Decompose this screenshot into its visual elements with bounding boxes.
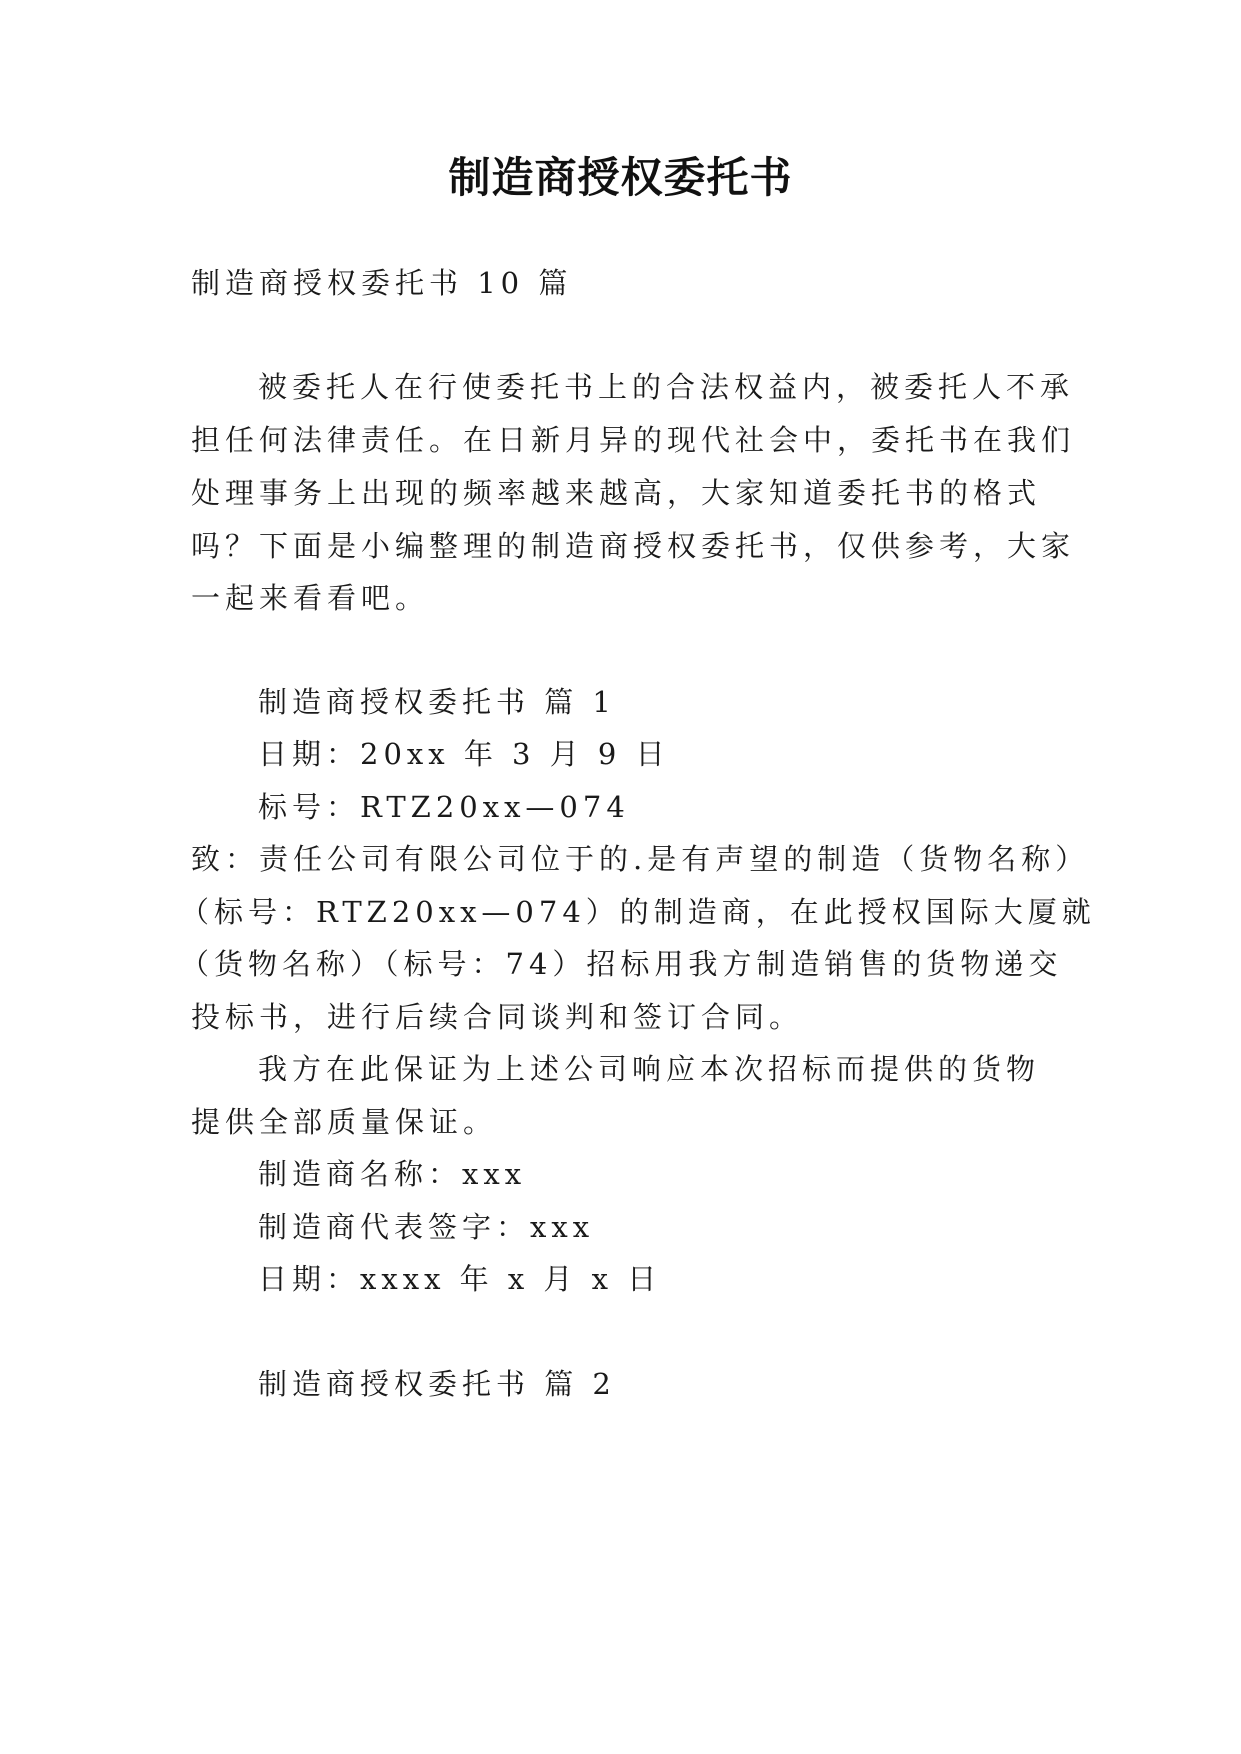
section-heading: 制造商授权委托书 篇 1: [258, 685, 616, 719]
intro-line: 吗？下面是小编整理的制造商授权委托书，仅供参考，大家: [191, 529, 1076, 563]
sign-date-line: 日期：xxxx 年 x 月 x 日: [258, 1262, 662, 1296]
paragraph-line: 我方在此保证为上述公司响应本次招标而提供的货物: [258, 1052, 1041, 1086]
paragraph-line: （标号：RTZ20xx—074）的制造商，在此授权国际大厦就: [180, 895, 1096, 929]
paragraph-line: 提供全部质量保证。: [191, 1105, 498, 1139]
paragraph-line: 致：责任公司有限公司位于的.是有声望的制造（货物名称）: [191, 842, 1090, 876]
intro-line: 一起来看看吧。: [191, 581, 430, 615]
number-line: 标号：RTZ20xx—074: [258, 790, 630, 824]
document-subtitle: 制造商授权委托书 10 篇: [191, 266, 573, 300]
intro-line: 处理事务上出现的频率越来越高，大家知道委托书的格式: [191, 476, 1042, 510]
paragraph-line: 投标书，进行后续合同谈判和签订合同。: [191, 1000, 804, 1034]
paragraph-line: （货物名称）（标号：74）招标用我方制造销售的货物递交: [180, 947, 1063, 981]
manufacturer-name-line: 制造商名称：xxx: [258, 1157, 527, 1191]
document-title: 制造商授权委托书: [448, 153, 793, 202]
intro-line: 被委托人在行使委托书上的合法权益内，被委托人不承: [258, 370, 1075, 404]
section-heading: 制造商授权委托书 篇 2: [258, 1367, 616, 1401]
representative-signature-line: 制造商代表签字：xxx: [258, 1210, 595, 1244]
date-line: 日期：20xx 年 3 月 9 日: [258, 737, 670, 771]
intro-line: 担任何法律责任。在日新月异的现代社会中，委托书在我们: [191, 423, 1076, 457]
